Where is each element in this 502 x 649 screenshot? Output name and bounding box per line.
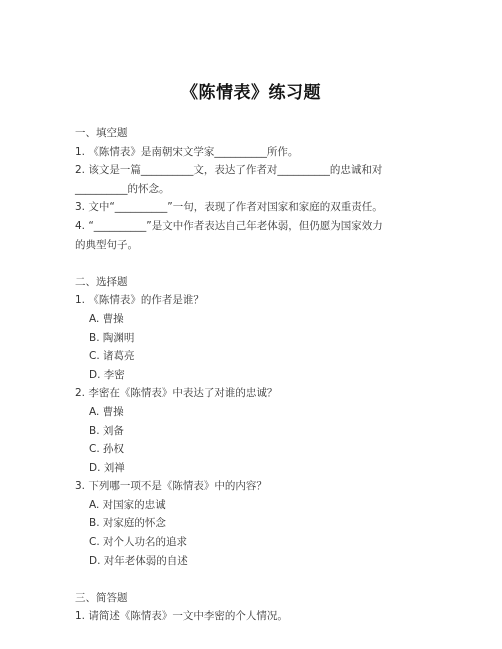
fill-in-question-2-line-2: __________的怀念。 bbox=[75, 182, 170, 195]
section-heading-short-answer: 三、简答题 bbox=[75, 591, 128, 604]
fill-in-question-3: 3. 文中“__________”一句，表现了作者对国家和家庭的双重责任。 bbox=[75, 201, 383, 214]
section-heading-multiple-choice: 二、选择题 bbox=[75, 275, 128, 288]
document-title: 《陈情表》练习题 bbox=[181, 83, 321, 103]
choice-question-3-option-c: C. 对个人功名的追求 bbox=[89, 536, 188, 549]
choice-question-2-text: 2. 李密在《陈情表》中表达了对谁的忠诚？ bbox=[75, 387, 278, 400]
section-heading-fill-in: 一、填空题 bbox=[75, 127, 128, 139]
choice-question-1-option-a: A. 曹操 bbox=[89, 312, 124, 325]
choice-question-3-option-b: B. 对家庭的怀念 bbox=[89, 517, 166, 530]
fill-in-section bbox=[75, 124, 445, 254]
short-answer-section bbox=[75, 589, 445, 626]
fill-in-question-1: 1. 《陈情表》是南朝宋文学家__________所作。 bbox=[75, 145, 299, 158]
choice-question-2-option-a: A. 曹操 bbox=[89, 405, 124, 418]
choice-question-3-option-d: D. 对年老体弱的自述 bbox=[89, 554, 188, 567]
fill-in-question-4-line-2: 的典型句子。 bbox=[75, 238, 138, 251]
choice-question-1-text: 1. 《陈情表》的作者是谁？ bbox=[75, 294, 204, 307]
multiple-choice-section bbox=[75, 273, 445, 571]
choice-question-1-option-d: D. 李密 bbox=[89, 368, 125, 381]
choice-question-1-option-c: C. 诸葛亮 bbox=[89, 350, 135, 363]
choice-question-2-option-d: D. 刘禅 bbox=[89, 461, 125, 474]
choice-question-3 bbox=[75, 477, 445, 570]
choice-question-2 bbox=[75, 384, 445, 477]
section-spacer bbox=[75, 570, 445, 589]
document-body bbox=[75, 124, 445, 626]
choice-question-1 bbox=[75, 291, 445, 384]
choice-question-3-option-a: A. 对国家的忠诚 bbox=[89, 498, 166, 511]
choice-question-2-option-c: C. 孙权 bbox=[89, 443, 125, 456]
choice-question-2-option-b: B. 刘备 bbox=[89, 424, 124, 437]
choice-question-1-option-b: B. 陶渊明 bbox=[89, 331, 135, 344]
fill-in-question-4-line-1: 4. “__________”是文中作者表达自己年老体弱，但仍愿为国家效力 bbox=[75, 219, 383, 232]
fill-in-question-2-line-1: 2. 该文是一篇__________文，表达了作者对__________的忠诚和对 bbox=[75, 164, 383, 177]
short-answer-question-1: 1. 请简述《陈情表》一文中李密的个人情况。 bbox=[75, 610, 288, 623]
choice-question-3-text: 3. 下列哪一项不是《陈情表》中的内容？ bbox=[75, 480, 267, 493]
section-spacer bbox=[75, 254, 445, 273]
